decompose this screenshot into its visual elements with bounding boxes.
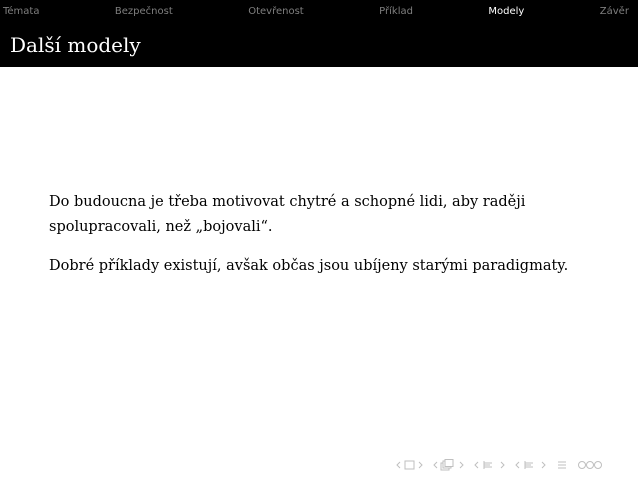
nav-item-temata[interactable]: Témata (3, 6, 40, 17)
align-group[interactable] (556, 459, 568, 471)
align-icon[interactable] (556, 459, 568, 471)
nav-item-zaver[interactable]: Závěr (599, 6, 629, 17)
document-nav-icon[interactable] (515, 459, 547, 471)
section-nav-icon[interactable] (474, 459, 506, 471)
slide-content (49, 190, 589, 293)
nav-item-otevrenost[interactable]: Otevřenost (248, 6, 304, 17)
subsection-nav-group[interactable] (433, 459, 465, 471)
nav-item-bezpecnost[interactable]: Bezpečnost (114, 6, 173, 17)
frame-nav-icon[interactable] (396, 459, 424, 471)
beamer-navigation-symbols (396, 458, 614, 472)
search-icon[interactable] (577, 459, 605, 471)
frame-title-bar (0, 23, 638, 67)
search-group[interactable] (577, 459, 605, 471)
nav-item-modely[interactable]: Modely (488, 6, 525, 17)
section-nav-group[interactable] (474, 459, 506, 471)
paragraph-examples: Dobré příklady existují, avšak občas jsou ubíjeny starými paradigmaty. (49, 258, 569, 274)
subsection-nav-icon[interactable] (433, 459, 465, 471)
frame-nav-group[interactable] (396, 459, 424, 471)
document-nav-group[interactable] (515, 459, 547, 471)
section-navigation-bar (0, 0, 638, 23)
paragraph-motivation: Do budoucna je třeba motivovat chytré a schopné lidi, aby raději spolupracovali, než „bojovali“. (49, 194, 526, 235)
nav-item-priklad[interactable]: Příklad (379, 6, 413, 17)
page-title: Další modely (10, 33, 141, 57)
